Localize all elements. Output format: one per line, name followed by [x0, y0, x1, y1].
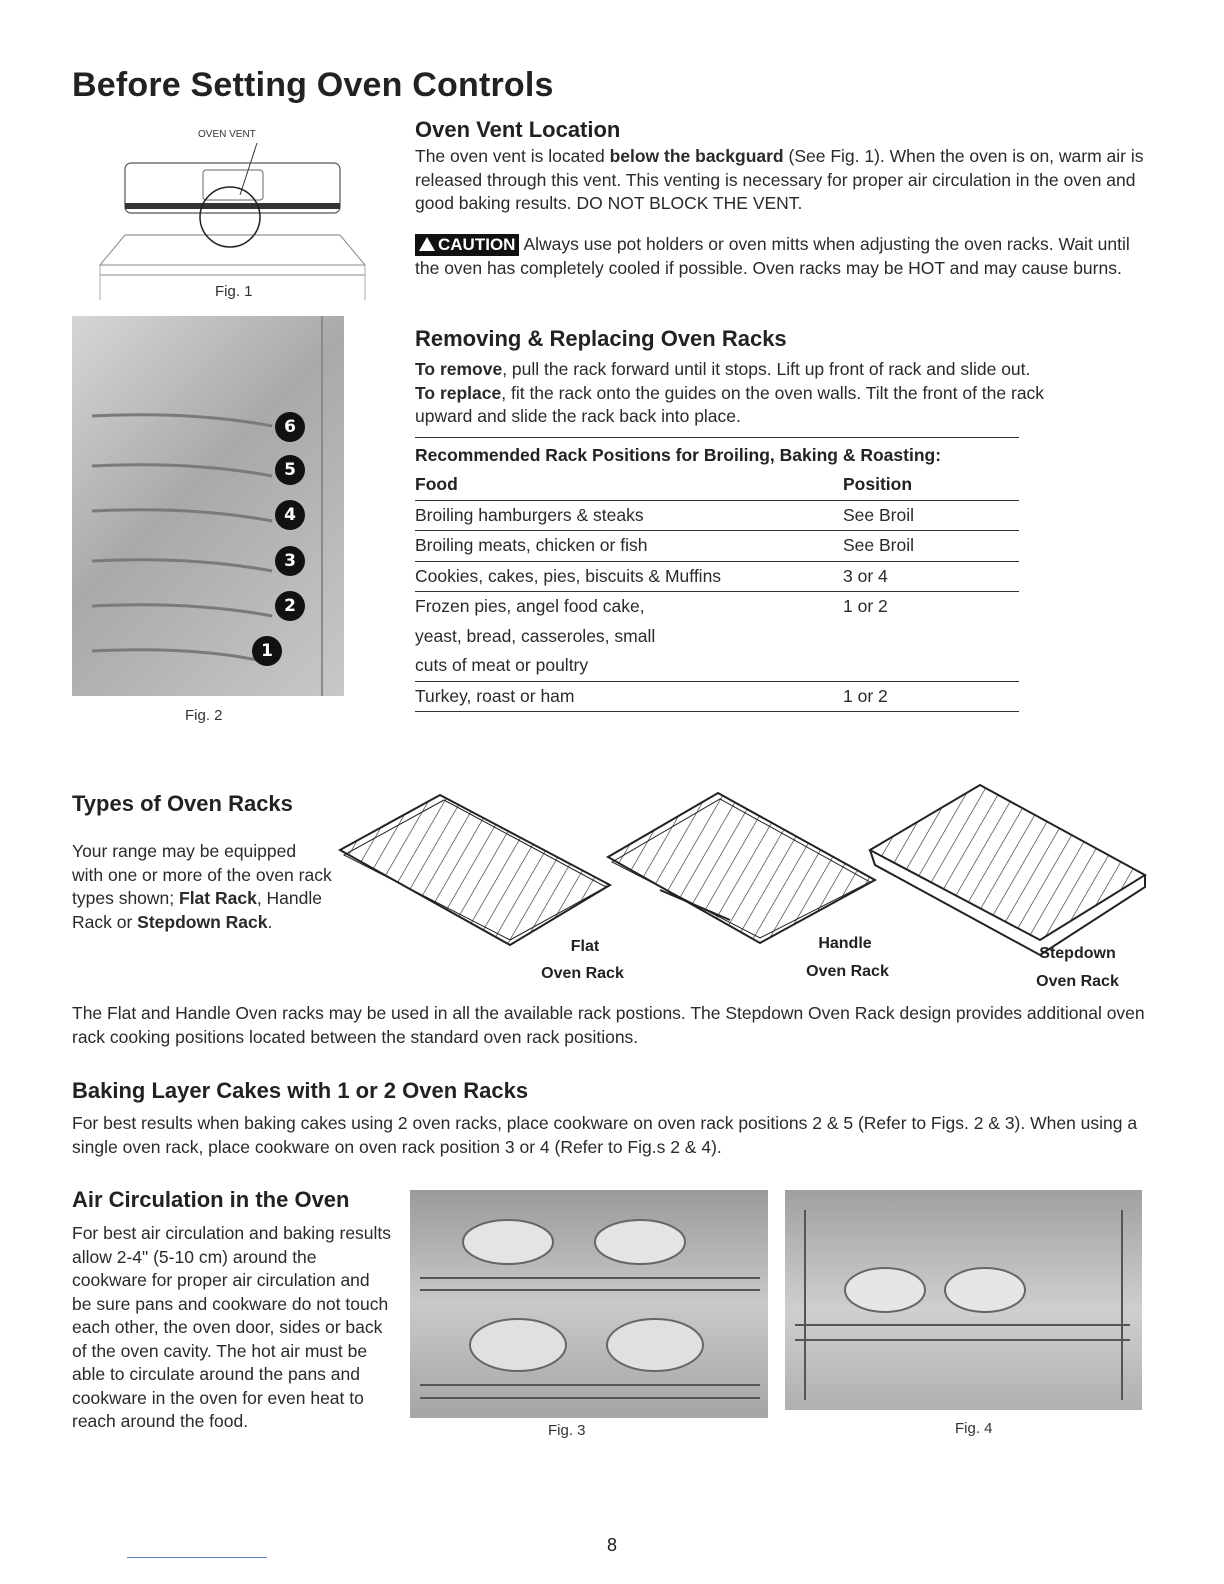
stepdown-rack-drawing: [870, 785, 1145, 955]
removing-heading: Removing & Replacing Oven Racks: [415, 326, 787, 351]
flat-rack-drawing: [340, 795, 610, 945]
position-cell: [843, 651, 1019, 681]
rack-table-title: Recommended Rack Positions for Broiling, Baking & Roasting:: [415, 445, 942, 465]
table-header-row: [415, 470, 1019, 500]
handle-rack-drawing: [608, 793, 875, 943]
fig4-caption: Fig. 4: [955, 1420, 993, 1437]
types-text: Your range may be equipped with one or more of the oven rack types shown; Flat Rack, Handle Rack or Stepdown Rack.: [72, 841, 332, 932]
table-row: [415, 591, 1019, 622]
caution-badge: CAUTION: [415, 234, 519, 256]
flat-rack-label-1: Flat: [570, 938, 600, 955]
table-row: [415, 530, 1019, 561]
table-row: [415, 500, 1019, 531]
food-cell: Frozen pies, angel food cake,: [415, 596, 645, 616]
food-cell: yeast, bread, casseroles, small: [415, 625, 656, 646]
food-cell: Cookies, cakes, pies, biscuits & Muffins: [415, 565, 722, 586]
air-text: For best air circulation and baking results allow 2-4" (5-10 cm) around the cookware for proper air circulation and be sure pans and cookware do not touch each other, the oven door, sides or back of the oven cavity. The hot air must be able to circulate around the pans and cookware in the oven for even heat to reach around the food.: [72, 1223, 392, 1431]
food-cell: Turkey, roast or ham: [415, 685, 575, 706]
page-number: 8: [606, 1535, 617, 1555]
caution-text: CAUTION Always use pot holders or oven mitts when adjusting the oven racks. Wait until the oven has completely cooled if possible. Oven racks may be HOT and may cause burns.: [415, 234, 1130, 278]
table-top-rule: [415, 437, 1019, 438]
table-row: [415, 681, 1019, 713]
rack-position-5: 5: [275, 455, 305, 485]
rack-position-table: [415, 470, 1019, 712]
food-cell: Broiling meats, chicken or fish: [415, 535, 648, 555]
page-title: Before Setting Oven Controls: [72, 66, 554, 104]
rack-position-6: 6: [275, 412, 305, 442]
vent-heading: Oven Vent Location: [415, 117, 621, 142]
position-cell: 3 or 4: [843, 565, 888, 586]
fig1-caption: Fig. 1: [215, 283, 253, 300]
position-cell: [843, 622, 1019, 652]
rack-usage-note: The Flat and Handle Oven racks may be used in all the available rack postions. The Stepdown Oven Rack design provides additional oven rack cooking positions located between the standard oven rack positions.: [72, 1003, 1145, 1047]
rack-position-4: 4: [275, 500, 305, 530]
baking-heading: Baking Layer Cakes with 1 or 2 Oven Racks: [72, 1078, 529, 1103]
fig3-photo: [410, 1190, 768, 1418]
types-heading: Types of Oven Racks: [72, 791, 293, 816]
oven-vent-label: OVEN VENT: [198, 129, 256, 140]
fig2-caption: Fig. 2: [185, 707, 223, 724]
baking-text: For best results when baking cakes using 2 oven racks, place cookware on oven rack positions 2 & 5 (Refer to Figs. 2 & 3). When using a single oven rack, place cookware on oven rack position 3 or 4 (Refer to Fig.s 2 & 4).: [72, 1113, 1138, 1157]
table-row: [415, 561, 1019, 592]
footer-rule: [127, 1557, 267, 1558]
fig3-caption: Fig. 3: [548, 1422, 586, 1439]
position-cell: 1 or 2: [843, 685, 888, 706]
removing-text: To remove, pull the rack forward until it stops. Lift up front of rack and slide out. To replace, fit the rack onto the guides on the oven walls. Tilt the front of the rack upward and slide the rack back into place.: [415, 359, 1045, 426]
rack-position-1: 1: [252, 636, 282, 666]
oven-wall-guides: [72, 316, 344, 696]
table-row: [415, 651, 1019, 681]
food-cell: Broiling hamburgers & steaks: [415, 504, 644, 525]
rack-position-3: 3: [275, 546, 305, 576]
air-heading: Air Circulation in the Oven: [72, 1187, 350, 1212]
single-rack-cakes: [785, 1190, 1142, 1410]
header-position: Position: [843, 474, 913, 494]
fig4-photo: [785, 1190, 1142, 1410]
handle-rack-label-1: Handle: [818, 935, 872, 952]
position-cell: See Broil: [843, 504, 915, 525]
flat-rack-label-2: Oven Rack: [541, 965, 624, 982]
stepdown-rack-label-1: Stepdown: [1039, 945, 1116, 962]
two-rack-cakes: [410, 1190, 768, 1418]
handle-rack-label-2: Oven Rack: [806, 963, 889, 980]
fig1-illustration: [95, 125, 375, 300]
warning-icon: [419, 237, 435, 251]
fig2-photo: [72, 316, 344, 696]
table-row: [415, 622, 1019, 652]
vent-text: The oven vent is located below the backguard (See Fig. 1). When the oven is on, warm air is released through this vent. This venting is necessary for proper air circulation in the oven and good baking results. DO NOT BLOCK THE VENT.: [415, 146, 1144, 213]
range-backguard-drawing: [95, 125, 375, 300]
food-cell: cuts of meat or poultry: [415, 655, 589, 675]
header-food: Food: [415, 474, 458, 494]
position-cell: See Broil: [843, 535, 915, 555]
rack-position-2: 2: [275, 591, 305, 621]
position-cell: 1 or 2: [843, 596, 888, 616]
stepdown-rack-label-2: Oven Rack: [1036, 973, 1119, 990]
